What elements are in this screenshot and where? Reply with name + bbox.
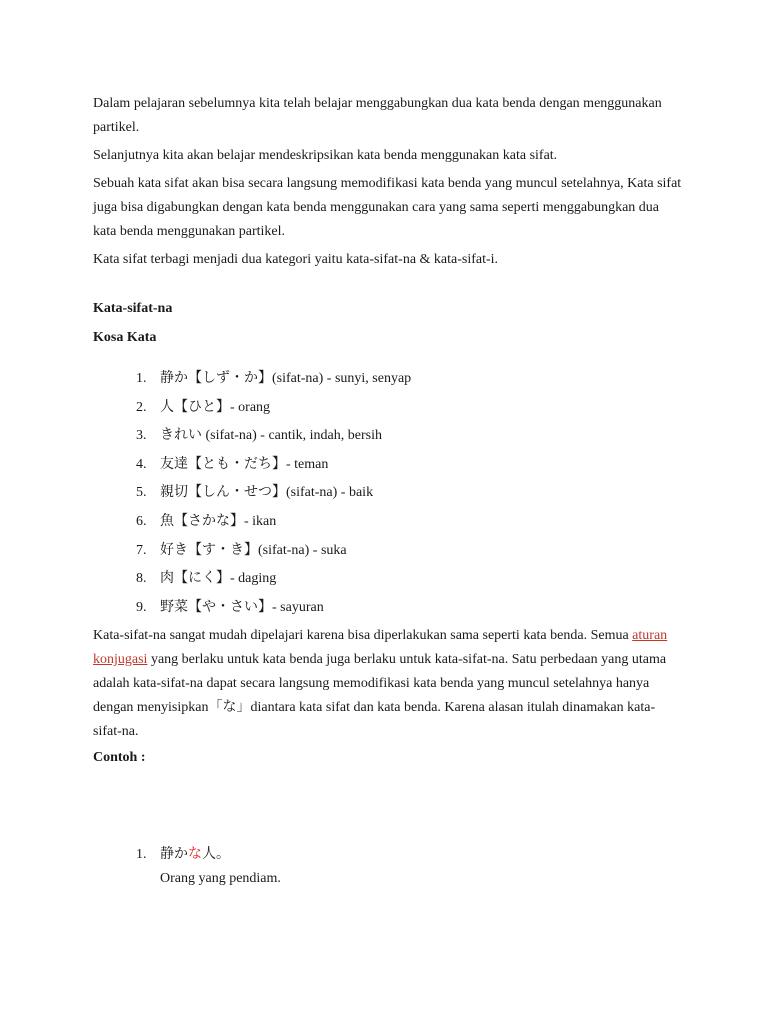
vocab-entry: きれい (sifat-na) - cantik, indah, bersih	[160, 428, 382, 444]
list-item	[136, 451, 411, 480]
vocab-entry: 人【ひと】- orang	[160, 399, 271, 415]
intro-paragraph-3: Sebuah kata sifat akan bisa secara langsung memodifikasi kata benda yang muncul setelahnya, Kata sifat juga bisa digabungkan dengan kata benda menggunakan cara yang sama seperti menggabungkan dua kata benda menggunakan partikel.	[93, 176, 682, 239]
vocabulary-heading: Kosa Kata	[93, 330, 157, 345]
example-translation: Orang yang pendiam.	[160, 871, 281, 886]
section-heading: Kata-sifat-na	[93, 301, 173, 316]
list-number: 5.	[136, 485, 147, 501]
na-particle-highlight: な	[188, 847, 202, 862]
list-number: 6.	[136, 513, 147, 529]
explanation-text-before: Kata-sifat-na sangat mudah dipelajari karena bisa diperlakukan sama seperti kata benda. Semua	[93, 628, 633, 643]
intro-paragraph-4: Kata sifat terbagi menjadi dua kategori yaitu kata-sifat-na & kata-sifat-i.	[93, 252, 499, 267]
list-number: 2.	[136, 399, 147, 415]
vocab-entry: 好き【す・き】(sifat-na) - suka	[160, 542, 347, 558]
vocab-entry: 野菜【や・さい】- sayuran	[160, 599, 324, 615]
example-heading: Contoh :	[93, 750, 146, 765]
list-item	[136, 365, 411, 394]
example-sentence	[136, 843, 281, 867]
list-number: 8.	[136, 571, 147, 587]
conjugation-rules-link[interactable]: aturan konjugasi	[93, 628, 668, 667]
list-number: 9.	[136, 599, 147, 615]
vocab-entry: 肉【にく】- daging	[160, 571, 277, 587]
list-number: 4.	[136, 456, 147, 472]
example-list	[136, 843, 281, 891]
example-jp-before: 静か	[160, 847, 188, 862]
example-jp-after: 人。	[202, 847, 230, 862]
list-item	[136, 394, 411, 423]
list-item	[136, 422, 411, 451]
vocabulary-list	[136, 365, 411, 622]
explanation-paragraph	[93, 624, 683, 744]
list-number: 1.	[136, 371, 147, 386]
list-item	[136, 594, 411, 623]
list-number: 7.	[136, 542, 147, 558]
list-item	[136, 537, 411, 566]
vocab-entry: 友達【とも・だち】- teman	[160, 456, 329, 472]
intro-paragraph-2: Selanjutnya kita akan belajar mendeskripsikan kata benda menggunakan kata sifat.	[93, 148, 558, 163]
vocab-entry: 魚【さかな】- ikan	[160, 513, 277, 529]
list-item	[136, 565, 411, 594]
list-item	[136, 508, 411, 537]
list-number: 1.	[136, 847, 147, 862]
explanation-text-after: yang berlaku untuk kata benda juga berlaku untuk kata-sifat-na. Satu perbedaan yang utama adalah kata-sifat-na dapat secara langsung memodifikasi kata benda yang muncul setelahnya hanya dengan menyisipkan「な」diantara kata sifat dan kata benda. Karena alasan itulah dinamakan kata-sifat-na.	[93, 652, 667, 739]
list-item	[136, 479, 411, 508]
vocab-entry: 親切【しん・せつ】(sifat-na) - baik	[160, 485, 374, 501]
vocab-entry: 静か【しず・か】(sifat-na) - sunyi, senyap	[160, 371, 412, 386]
list-number: 3.	[136, 428, 147, 444]
intro-paragraph-1: Dalam pelajaran sebelumnya kita telah belajar menggabungkan dua kata benda dengan menggunakan partikel.	[93, 96, 662, 135]
